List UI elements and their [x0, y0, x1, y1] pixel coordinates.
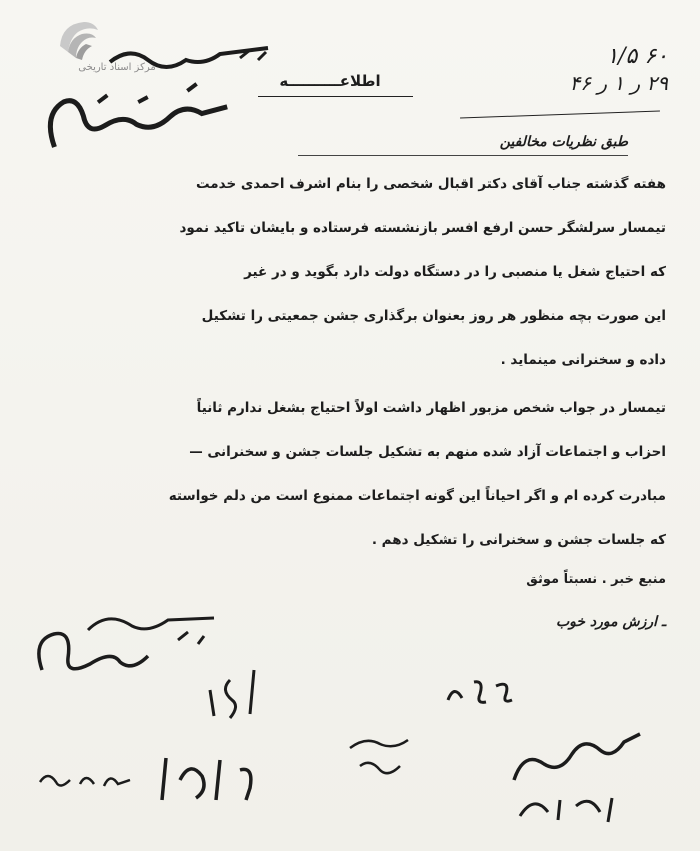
document-number: ۶۰ ۱/۵: [606, 44, 668, 69]
body-line: تیمسار در جواب شخص مزبور اظهار داشت اولاً احتیاج بشغل ندارم ثانیاً: [196, 400, 666, 416]
body-line: که احتیاج شغل یا منصبی را در دستگاه دولت دارد بگوید و در غیر: [244, 264, 666, 280]
document-date: ۲۹ ر ۱ ر ۴۶: [569, 71, 668, 95]
body-line: هفته گذشته جناب آقای دکتر اقبال شخصی را بنام اشرف احمدی خدمت: [196, 176, 666, 192]
body-paragraph-1: [46, 162, 666, 382]
body-line: تیمسار سرلشگر حسن ارفع افسر بازنشسته فرستاده و بایشان تاکید نمود: [179, 220, 666, 236]
document-number-date: [518, 44, 668, 96]
handwritten-mark-middle: [190, 660, 280, 734]
title-underline: [258, 96, 413, 97]
subject-underline: [298, 155, 628, 156]
handwritten-annotation-left: [36, 70, 243, 168]
body-line: داده و سخنرانی مینماید .: [500, 352, 666, 368]
document-subject: طبق نظریات مخالفین: [499, 134, 628, 150]
handwritten-number: [440, 672, 520, 719]
handwriting-scribble: [150, 740, 270, 810]
signature-scribble: [500, 720, 650, 830]
handwriting-scribble: [340, 730, 420, 790]
source-line: منبع خبر . نسبتاً موثق: [526, 572, 666, 587]
handwritten-date-left: [30, 760, 140, 804]
watermark-text: مرکز اسناد تاریخی: [78, 62, 156, 73]
handwritten-mark-bottom: [150, 740, 270, 814]
handwriting-scribble: [36, 70, 242, 161]
body-paragraph-2: [46, 386, 666, 562]
body-line: احزاب و اجتماعات آزاد شده منهم به تشکیل جلسات جشن و سخنرانی —: [189, 444, 666, 460]
book-logo-icon: [52, 18, 102, 64]
body-line: این صورت بچه منظور هر روز بعنوان برگذاری جشن جمعیتی را تشکیل: [201, 308, 666, 324]
handwriting-scribble: [190, 660, 280, 730]
handwritten-mark-small: [340, 730, 420, 794]
document-title: اطلاعــــــــــه: [279, 72, 381, 90]
handwriting-scribble: [440, 672, 520, 712]
signer-line: ـ ارزش مورد خوب: [555, 614, 666, 630]
handwriting-scribble: [30, 760, 140, 800]
body-line: مبادرت کرده ام و اگر احیاناً این گونه اجتماعات ممنوع است من دلم خواسته: [168, 488, 666, 504]
signature-right: [500, 720, 650, 834]
body-line: که جلسات جشن و سخنرانی را تشکیل دهم .: [371, 532, 666, 548]
header-rule: [460, 111, 660, 119]
